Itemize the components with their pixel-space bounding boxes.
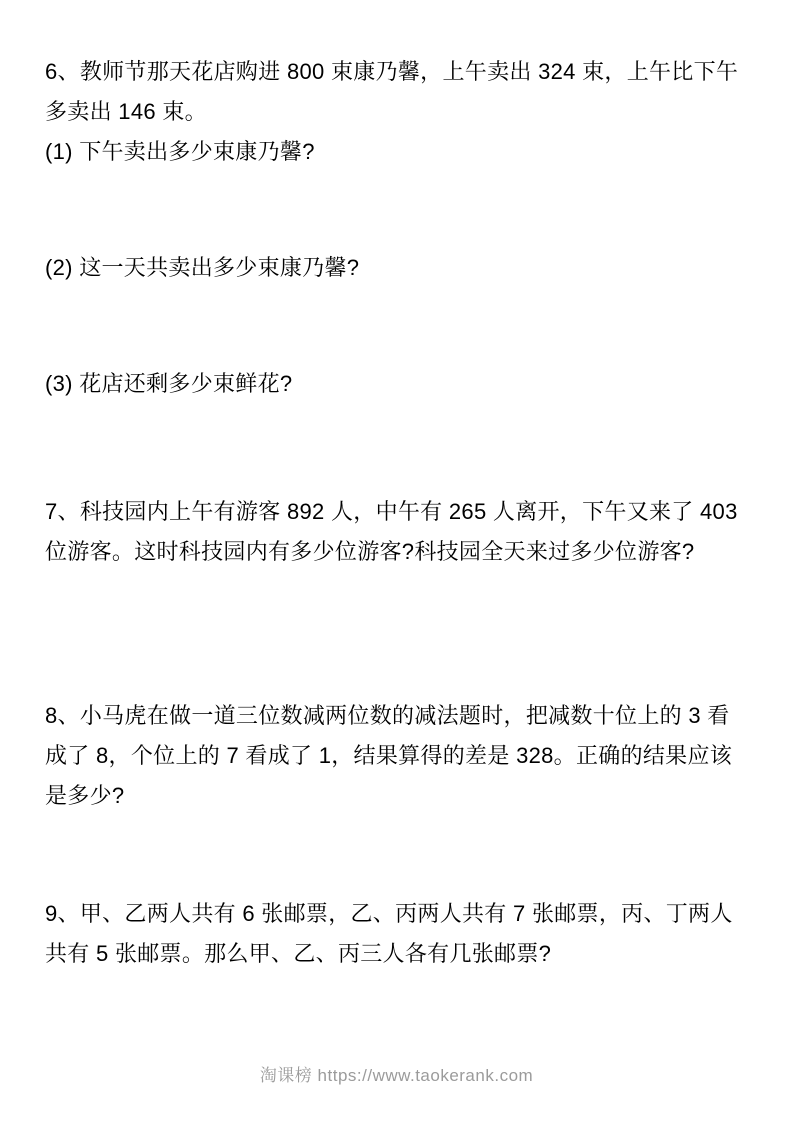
problem-9 [45, 894, 751, 974]
page-footer [0, 1064, 793, 1088]
problem-7-text: 7、科技园内上午有游客 892 人，中午有 265 人离开，下午又来了 403 位游客。这时科技园内有多少位游客?科技园全天来过多少位游客? [45, 499, 738, 564]
problem-7 [45, 492, 751, 572]
problem-6 [45, 52, 751, 404]
problem-8 [45, 696, 751, 816]
worksheet-content [45, 52, 751, 974]
footer-url: https://www.taokerank.com [317, 1066, 534, 1085]
problem-6-question-1: (1) 下午卖出多少束康乃馨? [45, 139, 315, 164]
problem-6-question-3: (3) 花店还剩多少束鲜花? [45, 371, 293, 396]
problem-6-question-2: (2) 这一天共卖出多少束康乃馨? [45, 255, 360, 280]
problem-9-text: 9、甲、乙两人共有 6 张邮票，乙、丙两人共有 7 张邮票，丙、丁两人共有 5 张邮票。那么甲、乙、丙三人各有几张邮票? [45, 901, 733, 966]
problem-6-text: 6、教师节那天花店购进 800 束康乃馨，上午卖出 324 束，上午比下午多卖出 146 束。 [45, 59, 739, 124]
problem-8-text: 8、小马虎在做一道三位数减两位数的减法题时，把减数十位上的 3 看成了 8，个位上的 7 看成了 1，结果算得的差是 328。正确的结果应该是多少? [45, 703, 733, 808]
footer-site-name: 淘课榜 [259, 1066, 313, 1085]
